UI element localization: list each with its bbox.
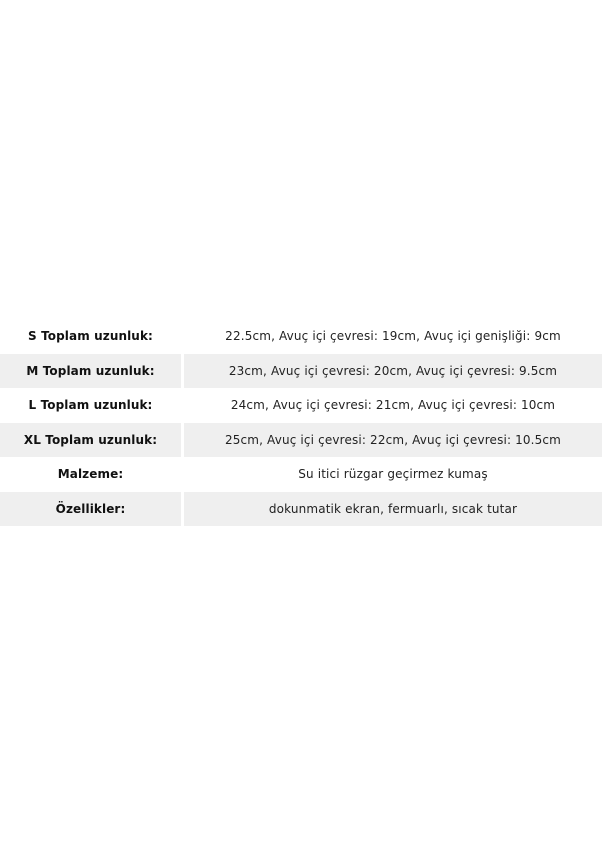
spec-row-l — [0, 388, 602, 423]
spec-row-xl — [0, 423, 602, 458]
spec-label: S Toplam uzunluk: — [28, 329, 153, 344]
spec-value: dokunmatik ekran, fermuarlı, sıcak tutar — [184, 492, 602, 527]
spec-row-material — [0, 457, 602, 492]
spec-label: Özellikler: — [0, 492, 181, 527]
spec-row-s — [0, 319, 602, 354]
spec-value: 23cm, Avuç içi çevresi: 20cm, Avuç içi çevresi: 9.5cm — [184, 354, 602, 389]
spec-label: L Toplam uzunluk: — [28, 398, 153, 413]
size-spec-table — [0, 319, 602, 526]
spec-label: M Toplam uzunluk: — [0, 354, 181, 389]
spec-label: Malzeme: — [57, 467, 124, 482]
spec-value: 22.5cm, Avuç içi çevresi: 19cm, Avuç içi genişliği: 9cm — [225, 329, 561, 344]
spec-value: 24cm, Avuç içi çevresi: 21cm, Avuç içi çevresi: 10cm — [230, 398, 556, 413]
spec-value: Su itici rüzgar geçirmez kumaş — [298, 467, 488, 482]
spec-row-m — [0, 354, 602, 389]
spec-value: 25cm, Avuç içi çevresi: 22cm, Avuç içi çevresi: 10.5cm — [184, 423, 602, 458]
spec-label: XL Toplam uzunluk: — [0, 423, 181, 458]
spec-row-features — [0, 492, 602, 527]
